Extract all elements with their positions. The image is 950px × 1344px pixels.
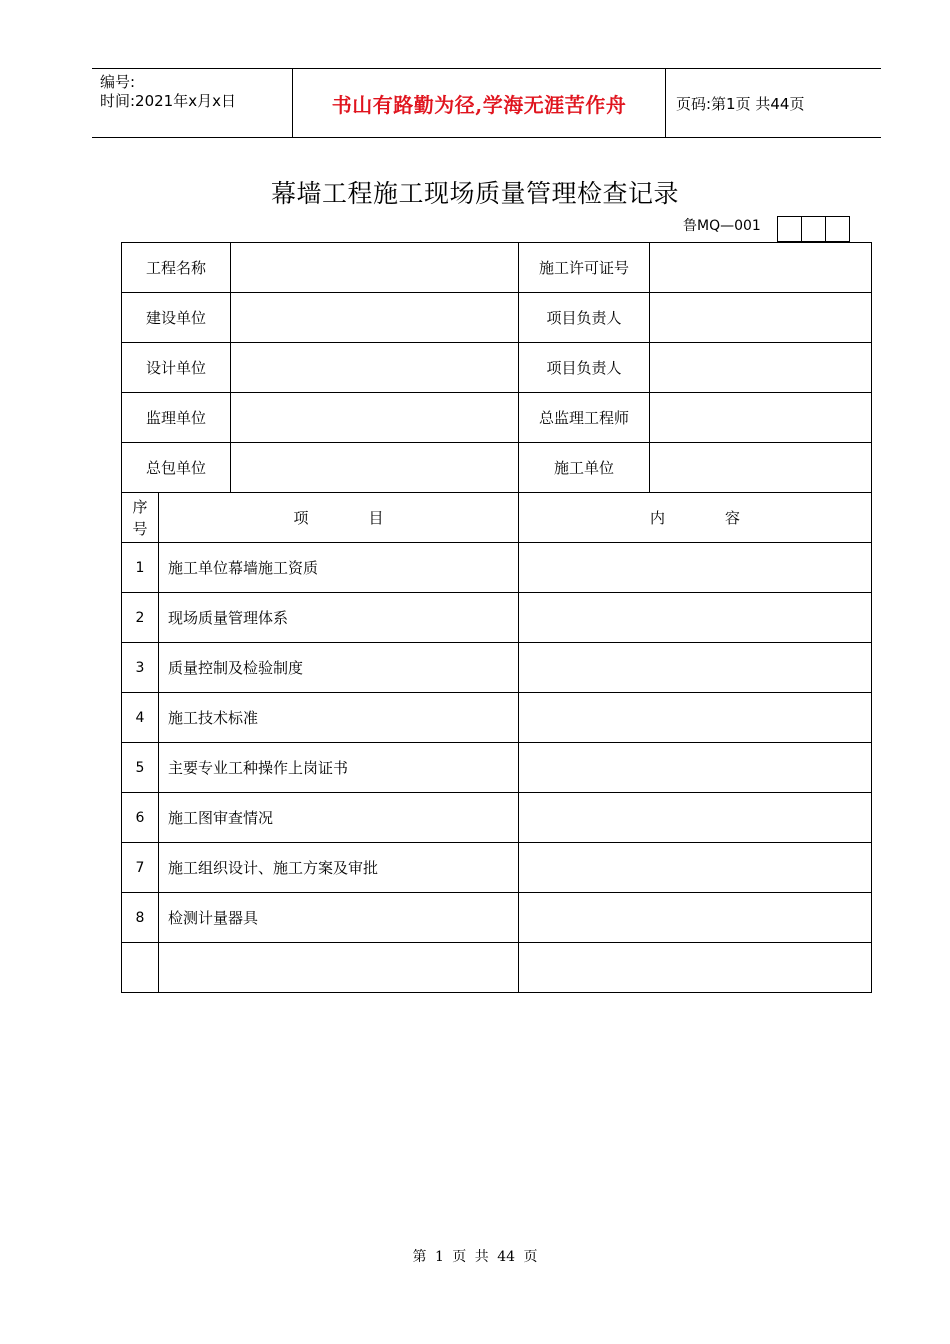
info-value-field[interactable]	[231, 343, 519, 393]
info-label: 项目负责人	[519, 343, 650, 393]
row-content-field[interactable]	[519, 593, 872, 643]
header-divider	[665, 69, 666, 137]
header-meta	[100, 73, 236, 111]
row-number	[122, 943, 159, 993]
info-label: 总监理工程师	[519, 393, 650, 443]
row-item: 检测计量器具	[159, 893, 519, 943]
checklist-row	[122, 593, 872, 643]
row-item: 施工单位幕墙施工资质	[159, 543, 519, 593]
info-value-field[interactable]	[650, 343, 872, 393]
info-row	[122, 343, 872, 393]
row-number: 3	[122, 643, 159, 693]
row-item: 现场质量管理体系	[159, 593, 519, 643]
row-number: 4	[122, 693, 159, 743]
info-label: 施工单位	[519, 443, 650, 493]
header-page-info: 页码:第1页 共44页	[676, 94, 805, 113]
code-box[interactable]	[825, 216, 850, 242]
inspection-form-table	[121, 242, 872, 993]
checklist-row	[122, 893, 872, 943]
row-content-field[interactable]	[519, 693, 872, 743]
info-value-field[interactable]	[231, 293, 519, 343]
page-title: 幕墙工程施工现场质量管理检查记录	[270, 179, 679, 208]
row-number: 5	[122, 743, 159, 793]
row-item: 质量控制及检验制度	[159, 643, 519, 693]
info-label: 项目负责人	[519, 293, 650, 343]
info-value-field[interactable]	[231, 243, 519, 293]
header-motto: 书山有路勤为径,学海无涯苦作舟	[331, 92, 627, 117]
seq-header-line: 号	[132, 519, 148, 538]
row-number: 7	[122, 843, 159, 893]
row-content-field[interactable]	[519, 843, 872, 893]
row-content-field[interactable]	[519, 643, 872, 693]
info-row	[122, 293, 872, 343]
info-label: 施工许可证号	[519, 243, 650, 293]
content-column-header: 内 容	[519, 493, 872, 543]
info-label: 总包单位	[122, 443, 231, 493]
info-label: 工程名称	[122, 243, 231, 293]
row-item: 施工图审查情况	[159, 793, 519, 843]
checklist-row	[122, 743, 872, 793]
code-boxes	[777, 216, 850, 242]
form-code: 鲁MQ—001	[683, 218, 761, 234]
info-label: 建设单位	[122, 293, 231, 343]
info-value-field[interactable]	[650, 243, 872, 293]
info-label: 监理单位	[122, 393, 231, 443]
checklist-row	[122, 643, 872, 693]
row-content-field[interactable]	[519, 743, 872, 793]
info-row	[122, 243, 872, 293]
info-value-field[interactable]	[650, 293, 872, 343]
row-item	[159, 943, 519, 993]
checklist-row	[122, 693, 872, 743]
row-number: 1	[122, 543, 159, 593]
row-item: 施工组织设计、施工方案及审批	[159, 843, 519, 893]
code-box[interactable]	[777, 216, 802, 242]
info-value-field[interactable]	[650, 393, 872, 443]
row-item: 主要专业工种操作上岗证书	[159, 743, 519, 793]
row-number: 8	[122, 893, 159, 943]
row-number: 6	[122, 793, 159, 843]
row-content-field[interactable]	[519, 893, 872, 943]
document-header	[92, 68, 881, 138]
item-column-header: 项 目	[159, 493, 519, 543]
seq-column-header	[122, 493, 159, 543]
checklist-row	[122, 793, 872, 843]
checklist-row	[122, 543, 872, 593]
checklist-header-row	[122, 493, 872, 543]
row-content-field[interactable]	[519, 543, 872, 593]
time-label: 时间:2021年x月x日	[100, 92, 236, 110]
info-row	[122, 393, 872, 443]
info-label: 设计单位	[122, 343, 231, 393]
checklist-row	[122, 843, 872, 893]
row-content-field[interactable]	[519, 793, 872, 843]
page-footer: 第 1 页 共 44 页	[412, 1249, 538, 1265]
seq-header-line: 序	[132, 497, 148, 516]
info-value-field[interactable]	[231, 393, 519, 443]
row-item: 施工技术标准	[159, 693, 519, 743]
code-box[interactable]	[801, 216, 826, 242]
checklist-row	[122, 943, 872, 993]
number-label: 编号:	[100, 73, 136, 91]
info-row	[122, 443, 872, 493]
row-number: 2	[122, 593, 159, 643]
row-content-field[interactable]	[519, 943, 872, 993]
info-value-field[interactable]	[231, 443, 519, 493]
info-value-field[interactable]	[650, 443, 872, 493]
